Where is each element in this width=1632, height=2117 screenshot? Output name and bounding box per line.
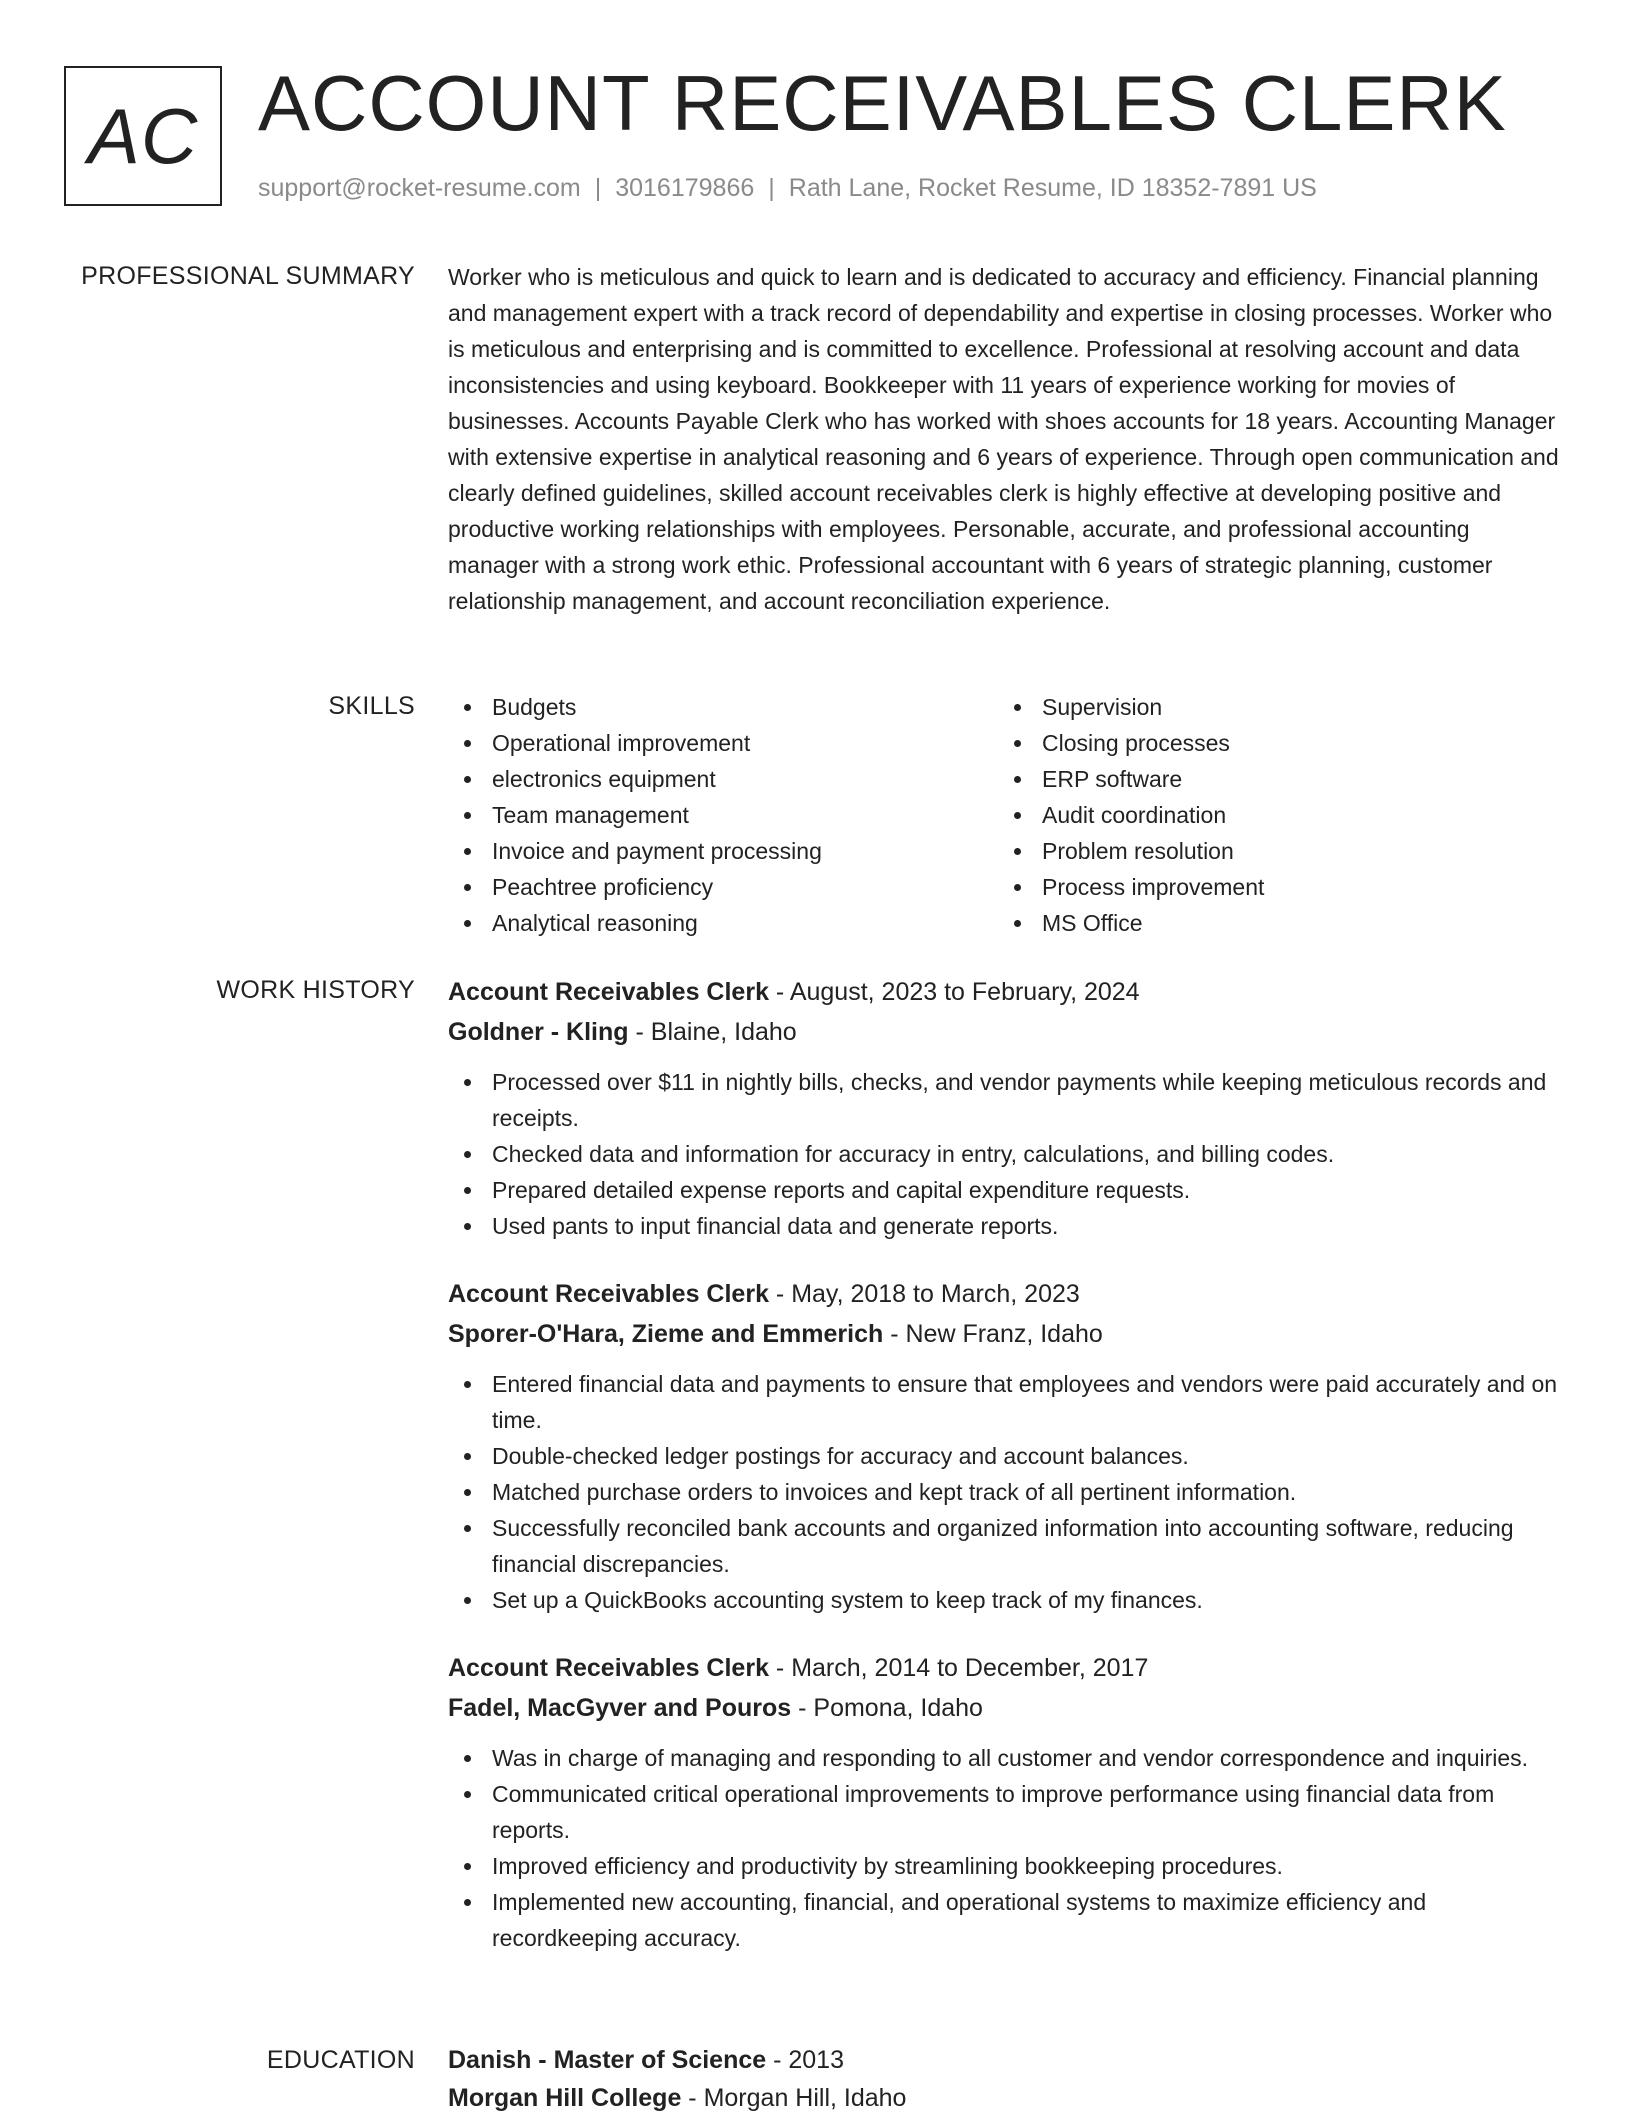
education-school: Morgan Hill College (448, 2084, 682, 2112)
job-duty-item: Prepared detailed expense reports and capital expenditure requests. (448, 1172, 1560, 1208)
job-duty-item: Entered financial data and payments to ensure that employees and vendors were paid accurately and on time. (448, 1366, 1560, 1438)
skill-item: Team management (448, 797, 998, 833)
skills-heading: SKILLS (328, 692, 415, 720)
job-duty-item: Implemented new accounting, financial, and operational systems to maximize efficiency and recordkeeping accuracy. (448, 1884, 1560, 1956)
job-duties-list (448, 1740, 1560, 1956)
job-duty-item: Improved efficiency and productivity by streamlining bookkeeping procedures. (448, 1848, 1560, 1884)
summary-section (448, 259, 1560, 619)
job-dates: - May, 2018 to March, 2023 (768, 1280, 1080, 1308)
job-entry (448, 1648, 1560, 1956)
job-location: - New Franz, Idaho (883, 1320, 1103, 1348)
job-location: - Blaine, Idaho (628, 1018, 797, 1046)
job-duty-item: Matched purchase orders to invoices and kept track of all pertinent information. (448, 1474, 1560, 1510)
summary-text: Worker who is meticulous and quick to learn and is dedicated to accuracy and efficiency. Financial planning and management expert with a track record of dependability and expertise in closing processes. Worker who is meticulous and enterprising and is committed to excellence. Professional at resolving account and data inconsistencies and using keyboard. Bookkeeper with 11 years of experience working for movies of businesses. Accounts Payable Clerk who has worked with shoes accounts for 18 years. Accounting Manager with extensive expertise in analytical reasoning and 6 years of experience. Through open communication and clearly defined guidelines, skilled account receivables clerk is highly effective at developing positive and productive working relationships with employees. Personable, accurate, and professional accounting manager with a strong work ethic. Professional accountant with 6 years of strategic planning, customer relationship management, and account reconciliation experience. (448, 264, 1559, 614)
skill-item: electronics equipment (448, 761, 998, 797)
contact-email: support@rocket-resume.com (258, 174, 581, 202)
skills-section (448, 689, 1560, 941)
education-location: - Morgan Hill, Idaho (681, 2084, 907, 2112)
job-duty-item: Communicated critical operational improvements to improve performance using financial data from reports. (448, 1776, 1560, 1848)
education-heading: EDUCATION (266, 2046, 415, 2074)
education-degree-line (448, 2041, 1560, 2079)
monogram-box (64, 66, 222, 206)
skill-item: Operational improvement (448, 725, 998, 761)
summary-heading: PROFESSIONAL SUMMARY (81, 262, 415, 290)
job-entry (448, 972, 1560, 1244)
job-title: Account Receivables Clerk (448, 1280, 769, 1308)
skill-item: Closing processes (998, 725, 1548, 761)
contact-phone: 3016179866 (615, 174, 755, 202)
job-location: - Pomona, Idaho (791, 1694, 983, 1722)
skill-item: Budgets (448, 689, 998, 725)
education-section (448, 2041, 1560, 2117)
contact-separator: | (768, 174, 775, 202)
job-company-line (448, 1012, 1560, 1052)
job-duty-item: Successfully reconciled bank accounts and organized information into accounting software, reducing financial discrepancies. (448, 1510, 1560, 1582)
skill-item: Invoice and payment processing (448, 833, 998, 869)
job-duty-item: Set up a QuickBooks accounting system to keep track of my finances. (448, 1582, 1560, 1618)
job-duty-item: Processed over $11 in nightly bills, checks, and vendor payments while keeping meticulous records and receipts. (448, 1064, 1560, 1136)
skill-item: ERP software (998, 761, 1548, 797)
skill-item: MS Office (998, 905, 1548, 941)
job-dates: - March, 2014 to December, 2017 (768, 1654, 1149, 1682)
skill-item: Analytical reasoning (448, 905, 998, 941)
job-company: Goldner - Kling (448, 1018, 629, 1046)
skills-list-right (998, 689, 1548, 941)
job-company-line (448, 1688, 1560, 1728)
job-entry (448, 1274, 1560, 1618)
job-duty-item: Was in charge of managing and responding to all customer and vendor correspondence and inquiries. (448, 1740, 1560, 1776)
resume-title: ACCOUNT RECEIVABLES CLERK (258, 59, 1507, 147)
skill-item: Supervision (998, 689, 1548, 725)
job-duties-list (448, 1366, 1560, 1618)
job-company-line (448, 1314, 1560, 1354)
work-history-section (448, 972, 1560, 1986)
job-duty-item: Used pants to input financial data and generate reports. (448, 1208, 1560, 1244)
education-degree: Danish - Master of Science (448, 2046, 767, 2074)
contact-line (258, 174, 1317, 203)
job-title-line (448, 972, 1560, 1012)
job-dates: - August, 2023 to February, 2024 (768, 978, 1140, 1006)
education-year: - 2013 (766, 2046, 844, 2074)
skill-item: Audit coordination (998, 797, 1548, 833)
skill-item: Problem resolution (998, 833, 1548, 869)
contact-address: Rath Lane, Rocket Resume, ID 18352-7891 US (788, 174, 1317, 202)
job-title-line (448, 1274, 1560, 1314)
job-title: Account Receivables Clerk (448, 1654, 769, 1682)
skill-item: Peachtree proficiency (448, 869, 998, 905)
work-history-heading: WORK HISTORY (216, 976, 415, 1004)
job-duty-item: Checked data and information for accuracy in entry, calculations, and billing codes. (448, 1136, 1560, 1172)
job-duties-list (448, 1064, 1560, 1244)
education-school-line (448, 2079, 1560, 2117)
job-company: Sporer-O'Hara, Zieme and Emmerich (448, 1320, 884, 1348)
job-company: Fadel, MacGyver and Pouros (448, 1694, 792, 1722)
job-duty-item: Double-checked ledger postings for accuracy and account balances. (448, 1438, 1560, 1474)
skills-list-left (448, 689, 998, 941)
skill-item: Process improvement (998, 869, 1548, 905)
job-title-line (448, 1648, 1560, 1688)
contact-separator: | (594, 174, 602, 202)
job-title: Account Receivables Clerk (448, 978, 769, 1006)
monogram-initials: AC (87, 91, 199, 180)
